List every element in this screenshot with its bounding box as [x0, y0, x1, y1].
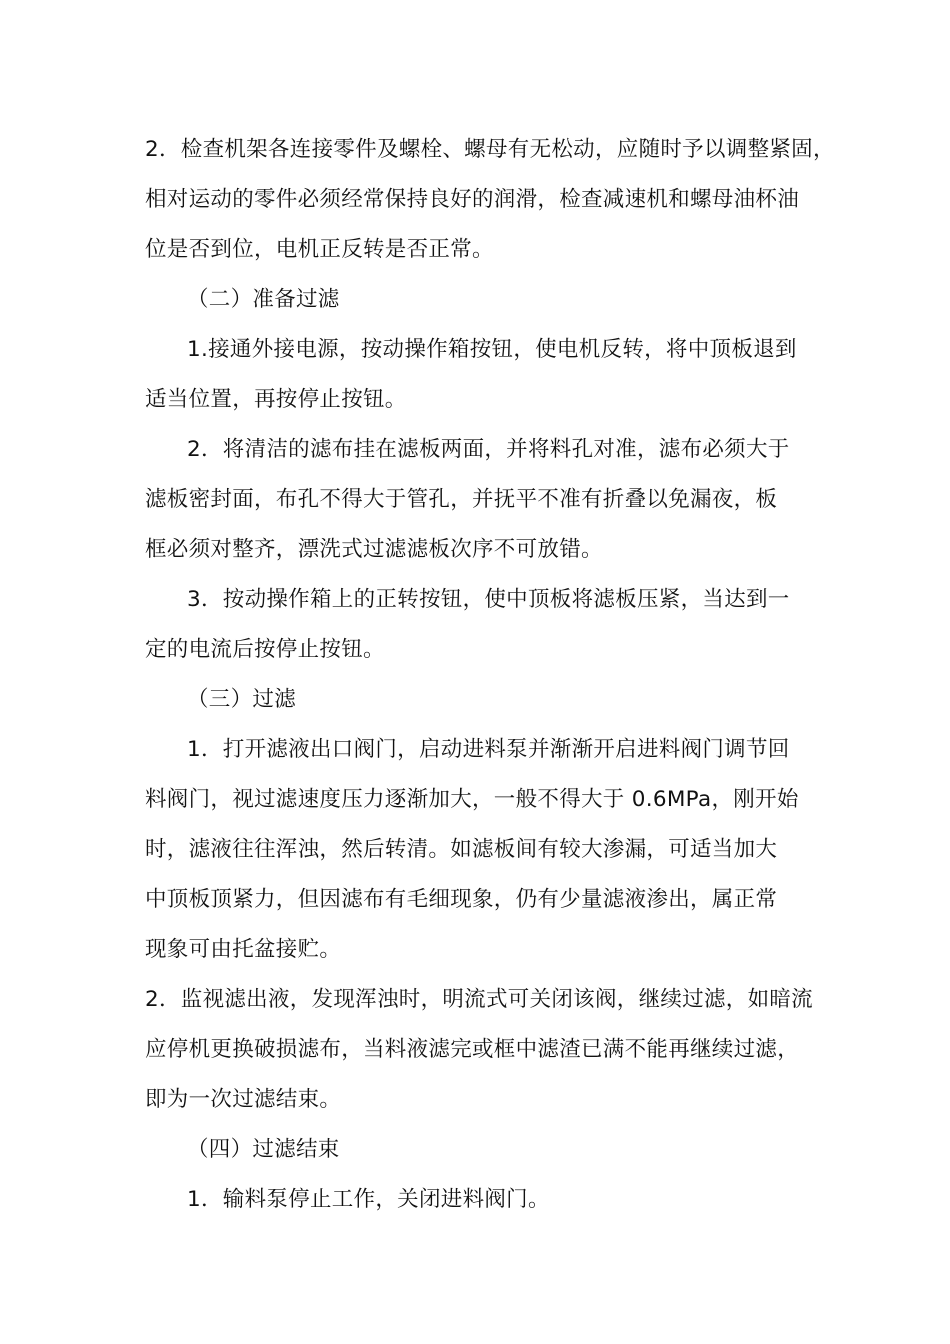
- paragraph-line: 适当位置，再按停止按钮。: [145, 387, 407, 412]
- paragraph-line: 料阀门，视过滤速度压力逐渐加大，一般不得大于 0.6MPa，刚开始: [145, 787, 799, 812]
- paragraph-line: 应停机更换破损滤布，当料液滤完或框中滤渣已满不能再继续过滤，: [145, 1037, 800, 1062]
- section-heading: （二）准备过滤: [187, 287, 340, 312]
- paragraph-line: 中顶板顶紧力，但因滤布有毛细现象，仍有少量滤液渗出，属正常: [145, 887, 778, 912]
- paragraph-line: 2．检查机架各连接零件及螺栓、螺母有无松动，应随时予以调整紧固，: [145, 137, 835, 162]
- paragraph-line: 现象可由托盆接贮。: [145, 937, 342, 962]
- paragraph-line: 相对运动的零件必须经常保持良好的润滑，检查减速机和螺母油杯油: [145, 187, 800, 212]
- paragraph-line: 时，滤液往往浑浊，然后转清。如滤板间有较大渗漏，可适当加大: [145, 837, 778, 862]
- paragraph-line: 定的电流后按停止按钮。: [145, 637, 385, 662]
- section-heading: （四）过滤结束: [187, 1137, 340, 1162]
- paragraph-line: 1.接通外接电源，按动操作箱按钮，使电机反转，将中顶板退到: [187, 337, 797, 362]
- paragraph-line: 2．将清洁的滤布挂在滤板两面，并将料孔对准，滤布必须大于: [187, 437, 790, 462]
- paragraph-line: 1．输料泵停止工作，关闭进料阀门。: [187, 1187, 550, 1212]
- paragraph-line: 框必须对整齐，漂洗式过滤滤板次序不可放错。: [145, 537, 603, 562]
- paragraph-line: 2．监视滤出液，发现浑浊时，明流式可关闭该阀，继续过滤，如暗流: [145, 987, 813, 1012]
- paragraph-line: 3．按动操作箱上的正转按钮，使中顶板将滤板压紧，当达到一: [187, 587, 790, 612]
- section-heading: （三）过滤: [187, 687, 297, 712]
- paragraph-line: 滤板密封面，布孔不得大于管孔，并抚平不准有折叠以免漏夜，板: [145, 487, 778, 512]
- paragraph-line: 即为一次过滤结束。: [145, 1087, 342, 1112]
- paragraph-line: 位是否到位，电机正反转是否正常。: [145, 237, 494, 262]
- paragraph-line: 1．打开滤液出口阀门，启动进料泵并渐渐开启进料阀门调节回: [187, 737, 790, 762]
